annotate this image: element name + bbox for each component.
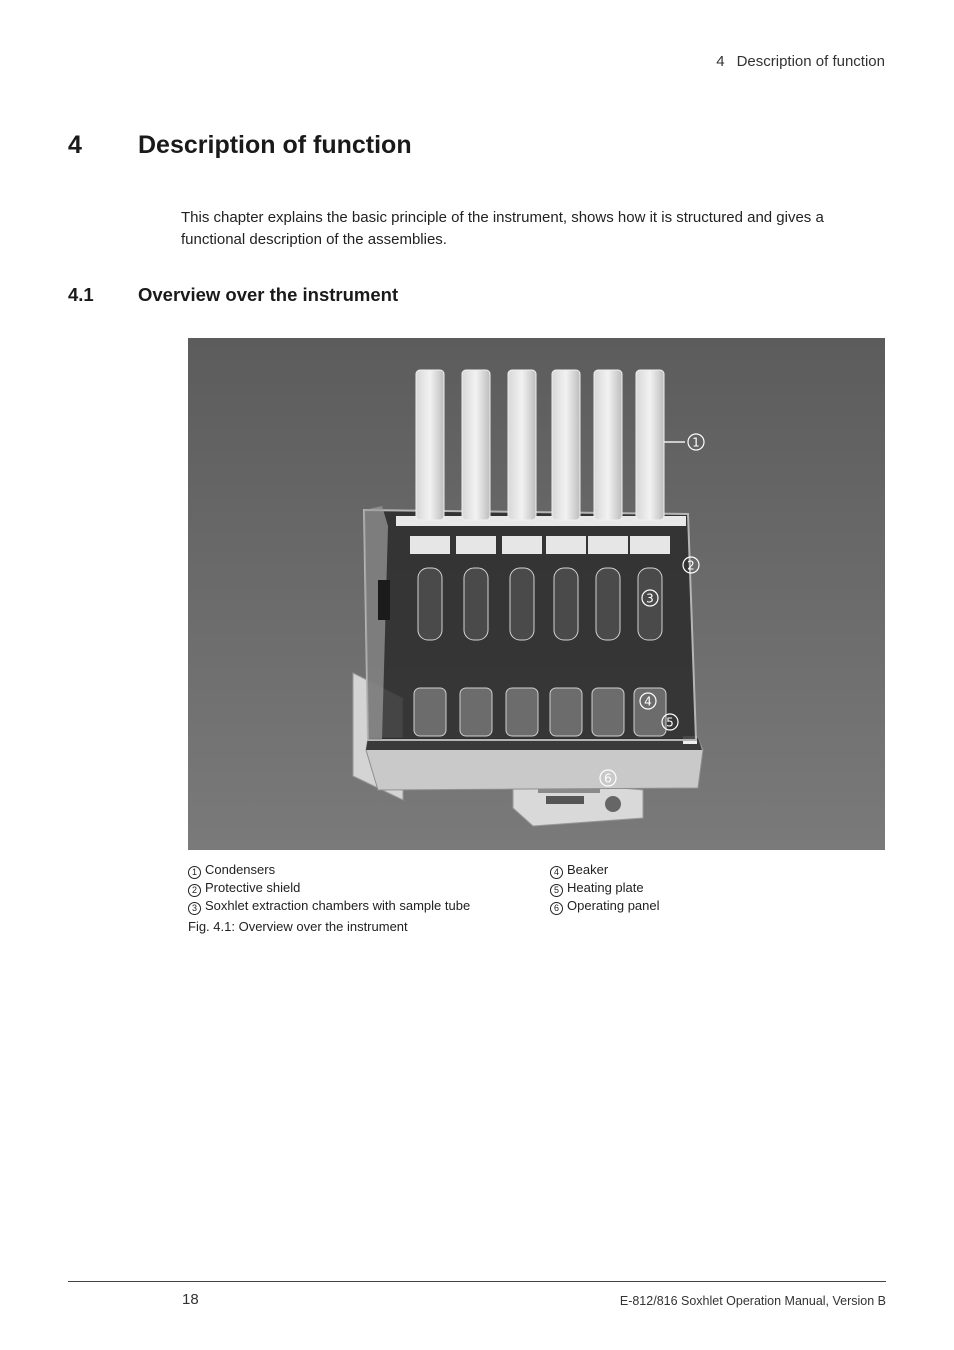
svg-text:2: 2 (687, 558, 695, 573)
legend-label: Soxhlet extraction chambers with sample tube (205, 898, 471, 913)
section-title: Overview over the instrument (138, 284, 399, 305)
legend-item (188, 861, 470, 879)
legend-number-badge: 2 (188, 884, 201, 897)
legend-label: Beaker (567, 862, 609, 877)
legend-item (550, 861, 660, 879)
legend-number-badge: 5 (550, 884, 563, 897)
chapter-heading (68, 131, 412, 160)
legend-number-badge: 6 (550, 902, 563, 915)
legend-number-badge: 4 (550, 866, 563, 879)
chapter-title: Description of function (138, 131, 412, 159)
legend-number-badge: 1 (188, 866, 201, 879)
svg-text:6: 6 (604, 771, 612, 786)
legend-label: Operating panel (567, 898, 660, 913)
figure-legend-right (550, 861, 660, 915)
running-header-chapter-number: 4 (716, 53, 725, 70)
legend-number-badge: 3 (188, 902, 201, 915)
figure-caption: Fig. 4.1: Overview over the instrument (188, 919, 408, 934)
heating-plate (366, 736, 703, 790)
legend-item (550, 897, 660, 915)
instrument-illustration (188, 338, 885, 850)
svg-text:3: 3 (646, 591, 654, 606)
running-header-chapter-title: Description of function (736, 53, 885, 70)
running-header (716, 53, 885, 70)
chapter-number: 4 (68, 131, 82, 159)
svg-text:5: 5 (666, 715, 674, 730)
instrument-photo (188, 338, 885, 850)
legend-item (188, 879, 470, 897)
legend-label: Condensers (205, 862, 276, 877)
legend-label: Heating plate (567, 880, 644, 895)
section-number: 4.1 (68, 284, 94, 305)
svg-text:1: 1 (692, 435, 700, 450)
section-heading (68, 284, 398, 306)
intro-paragraph: This chapter explains the basic principle of the instrument, shows how it is structured and gives a functional description of the assemblies. (181, 209, 824, 248)
legend-label: Protective shield (205, 880, 301, 895)
legend-item (550, 879, 660, 897)
legend-item (188, 897, 470, 915)
footer-divider (68, 1281, 886, 1282)
figure-legend-left (188, 861, 470, 915)
footer-document-title: E-812/816 Soxhlet Operation Manual, Version B (619, 1294, 886, 1308)
svg-text:4: 4 (644, 694, 652, 709)
page-number: 18 (182, 1291, 199, 1308)
